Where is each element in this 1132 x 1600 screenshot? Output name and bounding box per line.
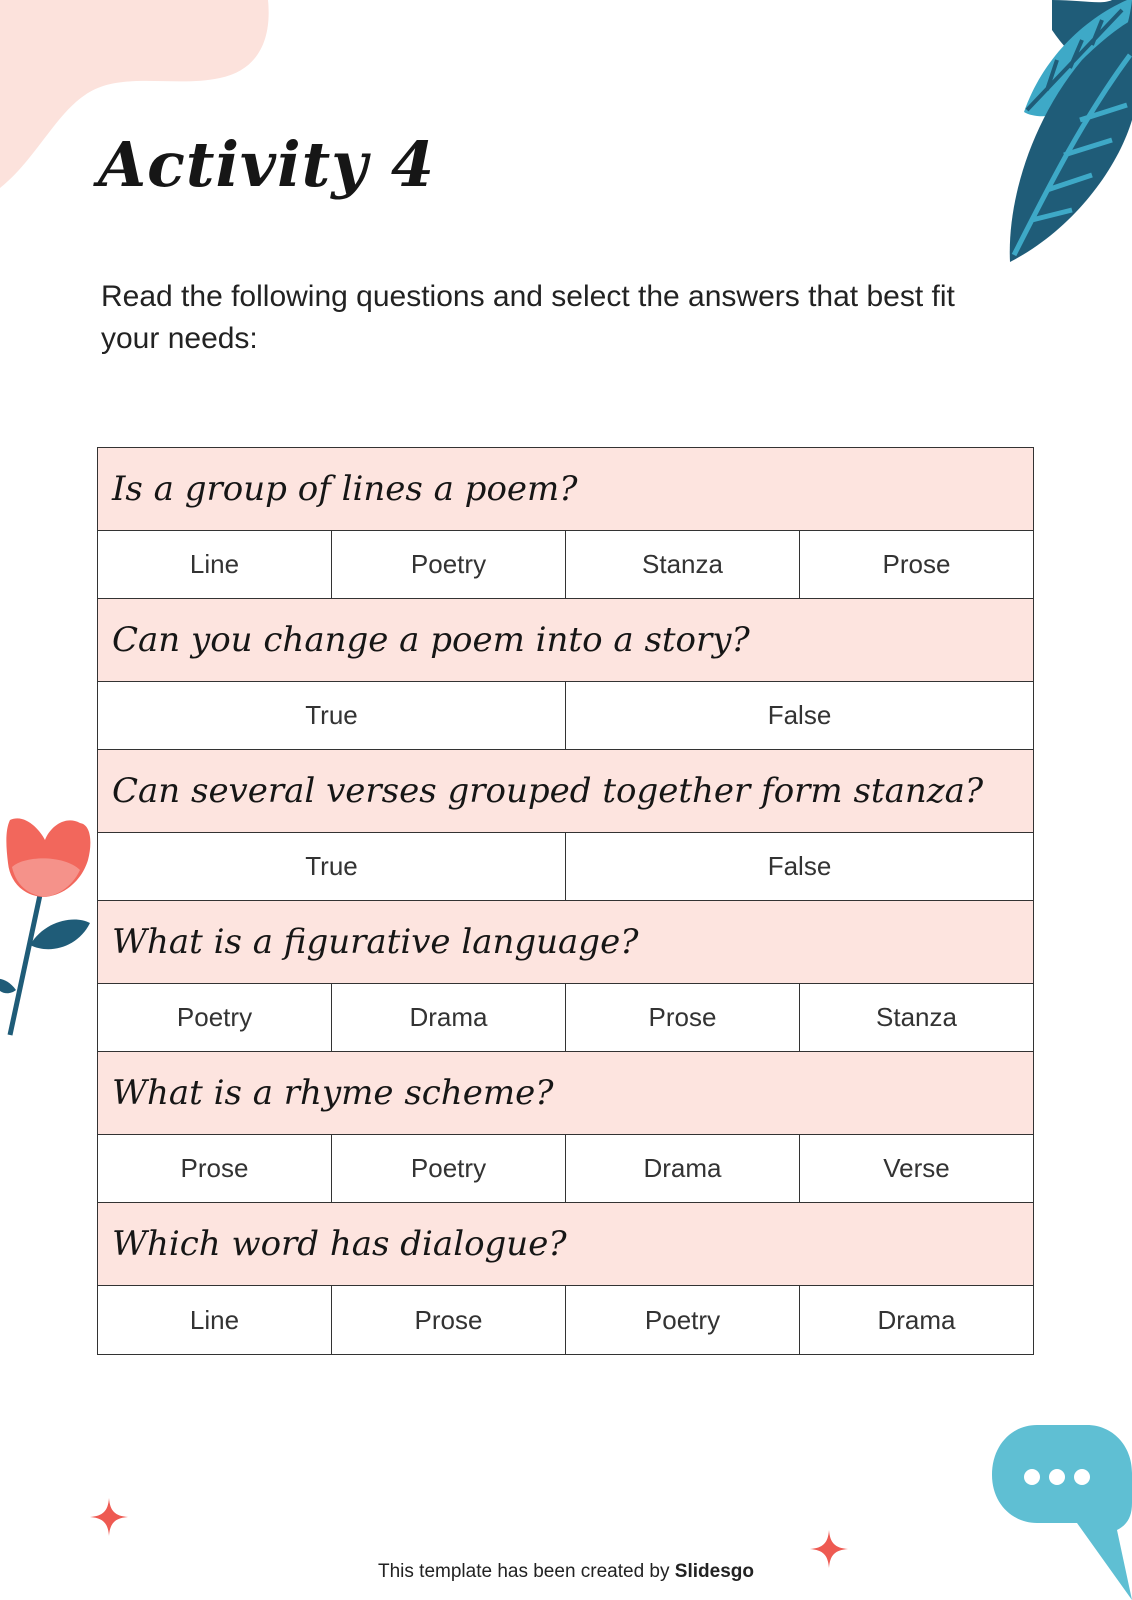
question-text: Can you change a poem into a story? (98, 599, 1033, 682)
answer-options (98, 833, 1033, 901)
answer-option[interactable]: Poetry (98, 984, 332, 1051)
answer-option[interactable]: Drama (566, 1135, 800, 1202)
instructions-text: Read the following questions and select the answers that best fit your needs: (101, 280, 955, 355)
question-text: Which word has dialogue? (98, 1203, 1033, 1286)
question-block (98, 448, 1033, 599)
answer-options (98, 984, 1033, 1052)
answer-option[interactable]: Poetry (566, 1286, 800, 1354)
answer-option[interactable]: Prose (566, 984, 800, 1051)
question-block (98, 1052, 1033, 1203)
answer-options (98, 682, 1033, 750)
answer-option[interactable]: False (767, 700, 832, 730)
answer-option[interactable]: Drama (332, 984, 566, 1051)
footer-brand: Slidesgo (674, 1561, 754, 1582)
answer-option[interactable]: False (767, 851, 832, 881)
answer-option[interactable]: Verse (883, 1153, 950, 1183)
answer-option[interactable]: Prose (98, 1135, 332, 1202)
answer-option[interactable]: Line (98, 531, 332, 598)
question-block (98, 599, 1033, 750)
footer-credit (0, 1561, 1132, 1583)
answer-option[interactable]: True (98, 682, 566, 749)
question-text: What is a figurative language? (98, 901, 1033, 984)
question-text: What is a rhyme scheme? (98, 1052, 1033, 1135)
footer-text: This template has been created by (378, 1561, 675, 1582)
answer-option[interactable]: Stanza (876, 1002, 957, 1032)
page-title: Activity 4 (98, 128, 436, 201)
sparkle-icon (90, 1498, 128, 1536)
question-block (98, 1203, 1033, 1354)
question-block (98, 901, 1033, 1052)
answer-option[interactable]: True (98, 833, 566, 900)
answer-option[interactable]: Poetry (332, 531, 566, 598)
answer-option[interactable]: Drama (877, 1304, 956, 1335)
question-text: Can several verses grouped together form stanza? (98, 750, 1033, 833)
answer-option[interactable]: Poetry (332, 1135, 566, 1202)
flower-illustration (0, 815, 95, 1055)
answer-option[interactable]: Prose (332, 1286, 566, 1354)
answer-options (98, 1135, 1033, 1203)
answer-option[interactable]: Prose (882, 549, 951, 579)
answer-options (98, 531, 1033, 599)
quiz-table (97, 447, 1034, 1355)
answer-options (98, 1286, 1033, 1354)
leaves-illustration (952, 0, 1132, 270)
answer-option[interactable]: Line (98, 1286, 332, 1354)
question-text: Is a group of lines a poem? (98, 448, 1033, 531)
question-block (98, 750, 1033, 901)
answer-option[interactable]: Stanza (566, 531, 800, 598)
